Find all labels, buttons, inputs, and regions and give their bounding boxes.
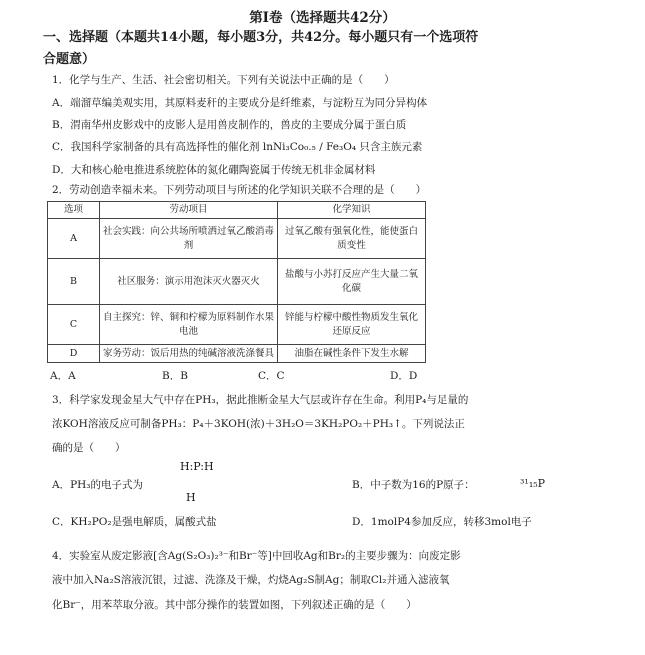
row-key: D (48, 345, 100, 363)
q3-option-a: A．PH₃的电子式为 (52, 479, 144, 491)
q2-choice-b: B．B (162, 370, 188, 382)
q1-option-a: A．端溜草编美观实用，其原料麦秆的主要成分是纤维素，与淀粉互为同分异构体 (52, 97, 428, 109)
q4-line1: 4．实验室从废定影液[含Ag(S₂O₃)₂³⁻和Br⁻等]中回收Ag和Br₂的主要步骤为：向废定影 (52, 550, 461, 562)
table-header-row (48, 202, 426, 219)
row-project: 社会实践：向公共场所喷洒过氧乙酸消毒剂 (100, 219, 278, 259)
row-project: 社区服务：演示用泡沫灭火器灭火 (100, 259, 278, 305)
q2-choice-a: A．A (50, 370, 76, 382)
row-knowledge: 盐酸与小苏打反应产生大量二氧化碳 (278, 259, 426, 305)
q2-choice-d: D．D (390, 370, 418, 382)
row-knowledge: 过氧乙酸有强氧化性，能使蛋白质变性 (278, 219, 426, 259)
table-header-option: 选项 (48, 202, 100, 219)
table-row (48, 345, 426, 363)
q3-option-d: D．1molP4参加反应，转移3mol电子 (352, 516, 532, 528)
row-knowledge: 锌能与柠檬中酸性物质发生氧化还原反应 (278, 305, 426, 345)
q3-option-a-formula-bottom: H (186, 491, 196, 504)
q2-choice-c: C．C (258, 370, 285, 382)
section-heading-line2: 合题意） (43, 52, 96, 67)
q1-option-d: D．大和核心舱电推进系统腔体的氮化硼陶瓷属于传统无机非金属材料 (52, 164, 376, 176)
q3-stem-line1: 3．科学家发现金星大气中存在PH₃，据此推断金星大气层或许存在生命。利用P₄与足量的 (52, 394, 469, 406)
table-row (48, 305, 426, 345)
q3-stem-line2: 浓KOH溶液反应可制备PH₃：P₄＋3KOH(浓)＋3H₂O＝3KH₂PO₂＋PH₃↑。下列说法正 (52, 418, 465, 430)
q4-line2: 液中加入Na₂S溶液沉银，过滤、洗涤及干燥，灼烧Ag₂S制Ag；制取Cl₂并通入滤液氧 (52, 574, 450, 586)
table-header-project: 劳动项目 (100, 202, 278, 219)
q1-stem: 1．化学与生产、生活、社会密切相关。下列有关说法中正确的是（ ） (52, 74, 395, 86)
q2-table (47, 201, 426, 363)
q3-stem-line3: 确的是（ ） (52, 442, 126, 454)
row-project: 自主探究：锌、铜和柠檬为原料制作水果电池 (100, 305, 278, 345)
q3-option-a-formula-top: H:P:H (180, 460, 214, 473)
section-heading-line1: 一、选择题（本题共14小题，每小题3分，共42分。每小题只有一个选项符 (43, 30, 479, 45)
q1-option-b: B．渭南华州皮影戏中的皮影人是用兽皮制作的，兽皮的主要成分属于蛋白质 (52, 119, 407, 131)
row-knowledge: 油脂在碱性条件下发生水解 (278, 345, 426, 363)
q4-line3: 化Br⁻，用苯萃取分液。其中部分操作的装置如图，下列叙述正确的是（ ） (52, 599, 417, 611)
row-key: A (48, 219, 100, 259)
row-key: C (48, 305, 100, 345)
q3-option-b-nuclide: ³¹₁₅P (520, 477, 546, 490)
q3-option-b: B．中子数为16的P原子： (352, 479, 475, 491)
paper-title: 第Ⅰ卷（选择题共42分） (249, 10, 396, 26)
row-key: B (48, 259, 100, 305)
table-row (48, 259, 426, 305)
q1-option-c: C．我国科学家制备的具有高选择性的催化剂 lnNi₃Co₀.₅ / Fe₃O₄ 只含主族元素 (52, 141, 423, 153)
q3-option-c: C．KH₂PO₂是强电解质，属酸式盐 (52, 516, 217, 528)
table-header-knowledge: 化学知识 (278, 202, 426, 219)
q2-stem: 2．劳动创造幸福未来。下列劳动项目与所述的化学知识关联不合理的是（ ） (52, 184, 427, 196)
table-row (48, 219, 426, 259)
row-project: 家务劳动：饭后用热的纯碱溶液洗涤餐具 (100, 345, 278, 363)
